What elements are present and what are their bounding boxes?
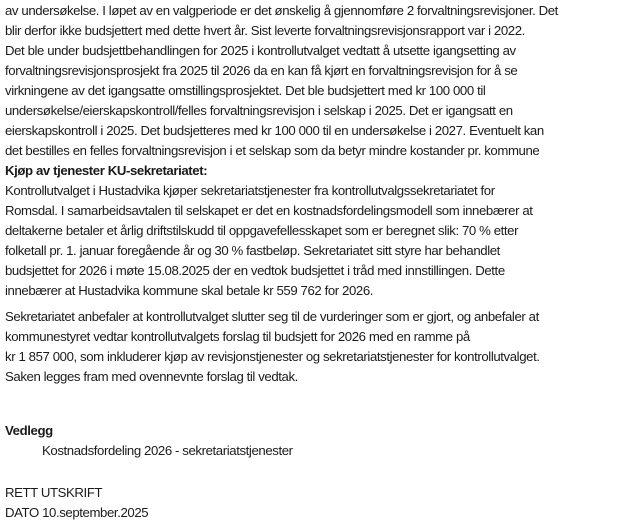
text-line: budsjettet for 2026 i møte 15.08.2025 der en vedtok budsjettet i tråd med innstillingen. Dette: [5, 263, 505, 278]
paragraph-anbefaling: [5, 307, 625, 387]
section-heading-kjop-av-tjenester: Kjøp av tjenester KU-sekretariatet:: [5, 163, 208, 178]
text-line: deltakerne betaler et årlig driftstilskudd til oppgavefellesskapet som er beregnet slik: 70 % etter: [5, 223, 519, 238]
certification-label: RETT UTSKRIFT: [5, 485, 103, 500]
text-line: forvaltningsrevisjonsprosjekt fra 2025 til 2026 da en kan få kjørt en forvaltningsrevisjon for å se: [5, 63, 518, 78]
text-line: eierskapskontroll i 2025. Det budsjetteres med kr 100 000 til en undersøkelse i 2027. Eventuelt kan: [5, 123, 544, 138]
text-line: av undersøkelse. I løpet av en valgperiode er det ønskelig å gjennomføre 2 forvaltningsrevisjoner. Det: [5, 3, 558, 18]
text-line: kr 1 857 000, som inkluderer kjøp av revisjonstjenester og sekretariatstjenester for kontrollutvalget.: [5, 349, 540, 364]
text-line: folketall pr. 1. januar foregående år og 30 % fastbeløp. Sekretariatet sitt styre har behandlet: [5, 243, 500, 258]
paragraph-sekretariat: [5, 181, 625, 301]
text-line: Kontrollutvalget i Hustadvika kjøper sekretariatstjenester fra kontrollutvalgssekretariatet for: [5, 183, 495, 198]
text-line: det bestilles en felles forvaltningsrevisjon i et selskap som da betyr mindre kostander pr. kommune: [5, 143, 540, 158]
text-line: virkningene av det igangsatte omstillingsprosjektet. Det ble budsjettert med kr 100 000 til: [5, 83, 486, 98]
text-line: Det ble under budsjettbehandlingen for 2025 i kontrollutvalget vedtatt å utsette igangsetting av: [5, 43, 516, 58]
certification-block: [5, 483, 625, 523]
text-line: kommunestyret vedtar kontrollutvalgets forslag til budsjett for 2026 med en ramme på: [5, 329, 470, 344]
paragraph-forvaltningsrevisjon: [5, 1, 625, 161]
text-line: Sekretariatet anbefaler at kontrollutvalget slutter seg til de vurderinger som er gjort, og anbefaler at: [5, 309, 539, 324]
text-line: blir derfor ikke budsjettert med dette hvert år. Sist leverte forvaltningsrevisjonsrapport var i 2022.: [5, 23, 525, 38]
text-line: Saken legges fram med ovennevnte forslag til vedtak.: [5, 369, 298, 384]
attachment-item: Kostnadsfordeling 2026 - sekretariatstjenester: [42, 443, 293, 458]
text-line: Romsdal. I samarbeidsavtalen til selskapet er det en kostnadsfordelingsmodell som innebærer at: [5, 203, 533, 218]
attachments-heading: Vedlegg: [5, 423, 53, 438]
text-line: undersøkelse/eierskapskontroll/felles forvaltningsrevisjon i selskap i 2025. Det er igangsatt en: [5, 103, 513, 118]
text-line: innebærer at Hustadvika kommune skal betale kr 559 762 for 2026.: [5, 283, 374, 298]
certification-date: DATO 10.september.2025: [5, 505, 149, 520]
